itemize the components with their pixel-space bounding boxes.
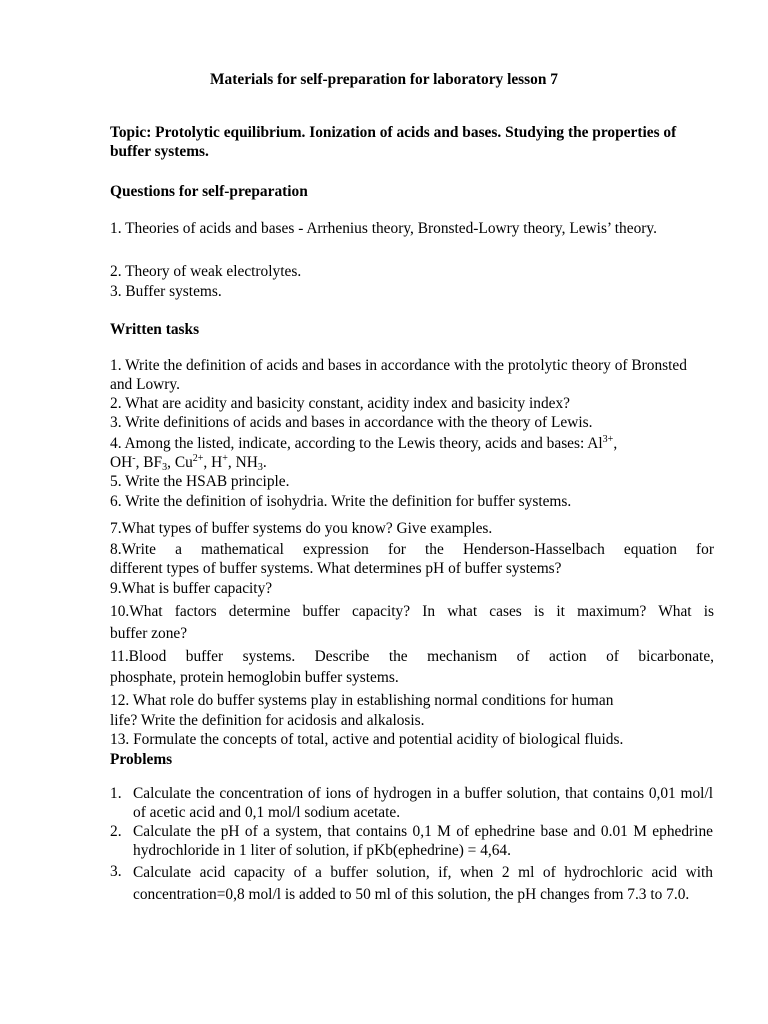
problem-text: Calculate acid capacity of a buffer solution, if, when 2 ml of hydrochloric acid with concentration=0,8 mol/l is added to 50 ml of this solution, the pH changes from 7.3 to 7.0. — [133, 864, 713, 903]
task-item: 13. Formulate the concepts of total, active and potential acidity of biological fluids. — [110, 731, 624, 748]
questions-heading: Questions for self-preparation — [110, 183, 308, 200]
task-item: 3. Write definitions of acids and bases in accordance with the theory of Lewis. — [110, 414, 593, 431]
topic: Topic: Protolytic equilibrium. Ionization of acids and bases. Studying the properties of buffer systems. — [110, 124, 677, 160]
task-item: phosphate, protein hemoglobin buffer systems. — [110, 669, 399, 686]
question-item: 1. Theories of acids and bases - Arrhenius theory, Bronsted-Lowry theory, Lewis’ theory. — [110, 220, 657, 237]
task-item: 11.Blood buffer systems. Describe the mechanism of action of bicarbonate, — [110, 648, 714, 665]
problem-number: 2. — [110, 823, 122, 840]
question-item: 2. Theory of weak electrolytes. — [110, 263, 302, 280]
task-item: 12. What role do buffer systems play in establishing normal conditions for human — [110, 692, 614, 709]
task-item: 4. Among the listed, indicate, according to the Lewis theory, acids and bases: $Al^{3+}$, — [110, 434, 618, 452]
task-item: 6. Write the definition of isohydria. Write the definition for buffer systems. — [110, 493, 572, 510]
task-item: 2. What are acidity and basicity constant, acidity index and basicity index? — [110, 395, 571, 412]
written-tasks-heading: Written tasks — [110, 321, 200, 338]
task-item: different types of buffer systems. What determines pH of buffer systems? — [110, 560, 562, 577]
question-item: 3. Buffer systems. — [110, 283, 222, 300]
problem-number: 3. — [110, 863, 122, 880]
task-item: buffer zone? — [110, 625, 188, 642]
task-item: 9.What is buffer capacity? — [110, 580, 273, 597]
problems-heading: Problems — [110, 751, 173, 768]
document-title: Materials for self-preparation for laboratory lesson 7 — [210, 71, 558, 88]
task-item: 1. Write the definition of acids and bases in accordance with the protolytic theory of Bronsted and Lowry. — [110, 357, 687, 393]
task-item: 7.What types of buffer systems do you know? Give examples. — [110, 520, 493, 537]
task-item: 8.Write a mathematical expression for the Henderson-Hasselbach equation for — [110, 541, 714, 558]
problem-text: Calculate the pH of a system, that contains 0,1 M of ephedrine base and 0.01 M ephedrine hydrochloride in 1 liter of solution, if pKb(ephedrine) = 4,64. — [133, 823, 713, 859]
task-item: OH-, $BF_3$, $Cu^{2+}$, H+, $NH_3$. — [110, 453, 267, 473]
task-item: 5. Write the HSAB principle. — [110, 473, 290, 490]
problem-number: 1. — [110, 785, 122, 802]
problem-text: Calculate the concentration of ions of hydrogen in a buffer solution, that contains 0,01 mol/l of acetic acid and 0,1 mol/l sodium acetate. — [133, 785, 713, 821]
task-item: 10.What factors determine buffer capacity? In what cases is it maximum? What is — [110, 603, 714, 620]
task-item: life? Write the definition for acidosis and alkalosis. — [110, 712, 425, 729]
